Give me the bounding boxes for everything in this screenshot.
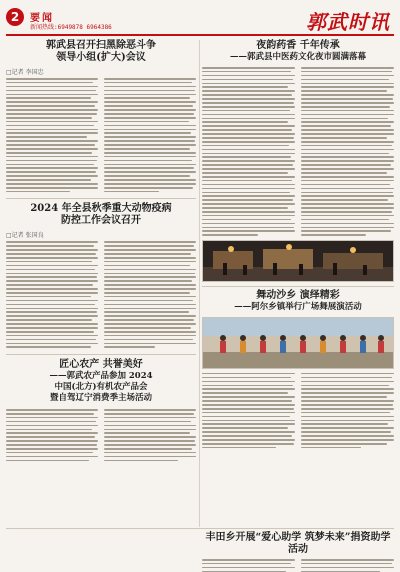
article-subhead: ——郭武农产品参加 2024	[49, 371, 153, 382]
article-headline: 郭武县召开扫黑除恶斗争	[46, 40, 156, 51]
article-animal-disease-meeting	[6, 203, 196, 348]
article-headline: 匠心农产 共誉美好	[59, 359, 143, 371]
article-body	[6, 241, 196, 348]
article-subhead: ——郭武县中医药文化夜市圆满落幕	[229, 52, 366, 62]
article-headline: 舞动沙乡 演绎精彩	[256, 289, 340, 301]
article-headline: 夜韵药香 千年传承	[256, 40, 340, 51]
article-subhead: 中国(北方)有机农产品会	[54, 382, 148, 393]
article-byline: □记者 张国良	[6, 232, 44, 240]
column-divider	[199, 40, 200, 527]
divider	[6, 528, 394, 529]
square-dance-photo	[202, 317, 394, 369]
article-headline: 丰田乡开展“爱心助学 筑梦未来”捐资助学活动	[205, 532, 391, 555]
news-hotline: 新闻热线:6949878 6964386	[30, 24, 112, 31]
night-market-photo	[202, 240, 394, 282]
right-column	[202, 40, 394, 560]
article-subhead: ——阿尔乡镇举行广场舞展演活动	[234, 301, 362, 312]
newspaper-brand: 郭武时讯	[306, 10, 390, 34]
page-number-badge: 2	[6, 8, 24, 26]
section-label: 要闻	[30, 13, 54, 24]
article-headline: 2024 年全县秋季重大动物疫病	[30, 203, 172, 215]
article-byline: □记者 李国忠	[6, 69, 44, 76]
article-body	[6, 409, 196, 461]
article-body	[202, 67, 394, 236]
masthead-rule	[6, 34, 394, 36]
article-agri-products	[6, 359, 196, 461]
bottom-article	[6, 528, 394, 572]
left-column	[6, 40, 196, 560]
article-headline: 领导小组(扩大)会议	[56, 52, 146, 63]
article-subhead: 暨自驾辽宁消费季主场活动	[49, 393, 152, 404]
article-antigang-meeting	[6, 40, 196, 192]
article-tcm-night-market	[202, 40, 394, 282]
article-square-dance	[202, 290, 394, 449]
article-body	[202, 559, 394, 572]
article-headline: 防控工作会议召开	[61, 215, 141, 227]
article-body	[202, 373, 394, 449]
masthead	[6, 6, 394, 32]
divider	[202, 286, 394, 287]
article-body	[6, 78, 196, 192]
divider	[6, 198, 196, 199]
divider	[6, 354, 196, 355]
